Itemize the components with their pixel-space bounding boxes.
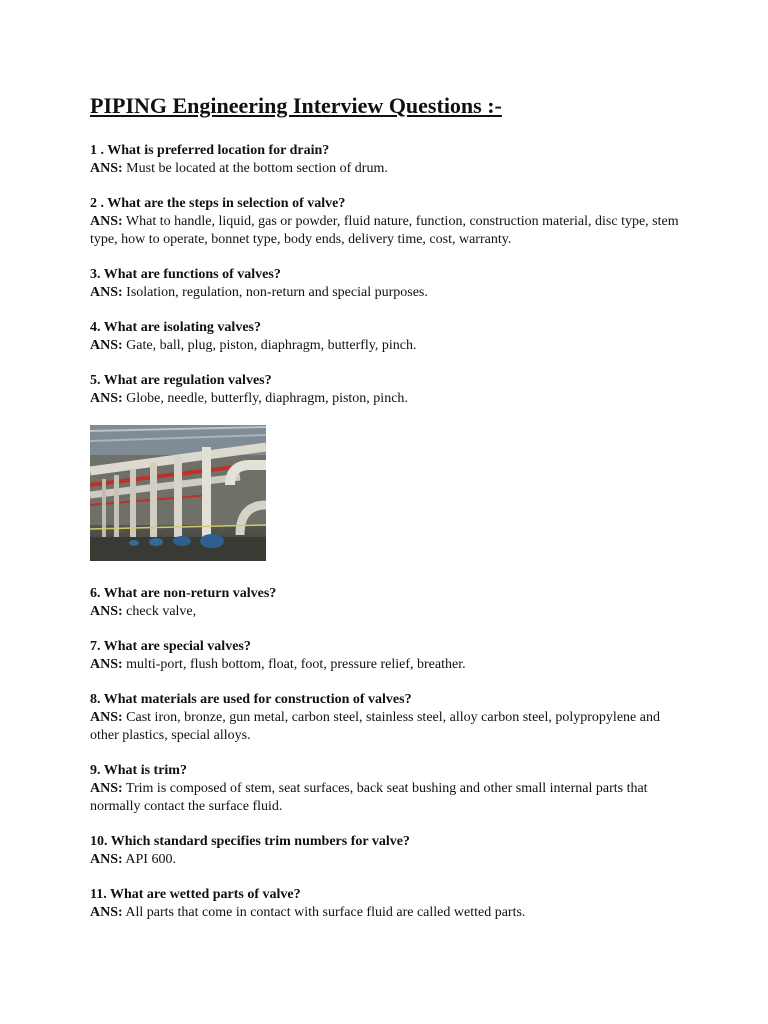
piping-photo: [90, 425, 266, 561]
answer-text: [90, 390, 690, 408]
answer-label: ANS:: [90, 710, 123, 725]
answer-label: ANS:: [90, 391, 123, 406]
answer-label: ANS:: [90, 338, 123, 353]
question-text: 11. What are wetted parts of valve?: [90, 887, 301, 902]
answer-label: ANS:: [90, 285, 123, 300]
answer-label: ANS:: [90, 214, 123, 229]
piping-photo-drawing: [90, 425, 266, 561]
answer-label: ANS:: [90, 781, 123, 796]
answer-text: [90, 603, 690, 621]
answer-text: [90, 904, 690, 922]
document-page: [90, 92, 690, 939]
answer-label: ANS:: [90, 604, 123, 619]
answer-text: [90, 160, 690, 178]
answer-text: [90, 709, 690, 745]
qa-item-8: [90, 691, 690, 745]
pump: [173, 536, 191, 546]
answer-body: Cast iron, bronze, gun metal, carbon steel, stainless steel, alloy carbon steel, polypropylene and other plastics, special alloys.: [90, 710, 660, 743]
answer-body: Must be located at the bottom section of drum.: [126, 161, 388, 176]
answer-body: check valve,: [126, 604, 197, 619]
qa-item-7: [90, 638, 690, 674]
question-text: 5. What are regulation valves?: [90, 373, 272, 388]
question-text: 4. What are isolating valves?: [90, 320, 261, 335]
answer-text: [90, 780, 690, 816]
qa-item-9: [90, 762, 690, 816]
vertical-pipe: [102, 479, 106, 545]
qa-item-2: [90, 195, 690, 249]
answer-body: API 600.: [125, 852, 176, 867]
answer-body: What to handle, liquid, gas or powder, fluid nature, function, construction material, disc type, stem type, how to operate, bonnet type, body ends, delivery time, cost, warranty.: [90, 214, 679, 247]
question-text: 7. What are special valves?: [90, 639, 251, 654]
answer-body: All parts that come in contact with surface fluid are called wetted parts.: [125, 905, 526, 920]
answer-text: [90, 213, 690, 249]
pump: [129, 540, 139, 546]
question-text: 2 . What are the steps in selection of valve?: [90, 196, 346, 211]
qa-item-1: [90, 142, 690, 178]
pump: [200, 534, 224, 548]
answer-text: [90, 337, 690, 355]
answer-body: Trim is composed of stem, seat surfaces, back seat bushing and other small internal parts that normally contact the surface fluid.: [90, 781, 648, 814]
answer-label: ANS:: [90, 852, 123, 867]
qa-item-6: [90, 585, 690, 621]
qa-list-after-image: [90, 585, 690, 922]
question-text: 3. What are functions of valves?: [90, 267, 281, 282]
question-text: 9. What is trim?: [90, 763, 187, 778]
answer-label: ANS:: [90, 905, 123, 920]
question-text: 8. What materials are used for construction of valves?: [90, 692, 412, 707]
answer-text: [90, 284, 690, 302]
qa-item-4: [90, 319, 690, 355]
qa-item-11: [90, 886, 690, 922]
pump: [149, 538, 163, 546]
qa-item-10: [90, 833, 690, 869]
qa-list-before-image: [90, 142, 690, 408]
qa-item-3: [90, 266, 690, 302]
qa-item-5: [90, 372, 690, 408]
question-text: 10. Which standard specifies trim numbers for valve?: [90, 834, 410, 849]
answer-body: Globe, needle, butterfly, diaphragm, piston, pinch.: [126, 391, 408, 406]
answer-label: ANS:: [90, 657, 123, 672]
answer-body: multi-port, flush bottom, float, foot, pressure relief, breather.: [126, 657, 466, 672]
vertical-pipe: [130, 469, 136, 543]
vertical-pipe: [202, 447, 211, 537]
answer-text: [90, 656, 690, 674]
answer-label: ANS:: [90, 161, 123, 176]
answer-body: Gate, ball, plug, piston, diaphragm, butterfly, pinch.: [126, 338, 417, 353]
question-text: 1 . What is preferred location for drain?: [90, 143, 330, 158]
question-text: 6. What are non-return valves?: [90, 586, 277, 601]
answer-body: Isolation, regulation, non-return and special purposes.: [126, 285, 428, 300]
vertical-pipe: [114, 475, 119, 545]
page-title: PIPING Engineering Interview Questions :-: [90, 93, 502, 118]
vertical-pipe: [150, 463, 157, 541]
answer-text: [90, 851, 690, 869]
